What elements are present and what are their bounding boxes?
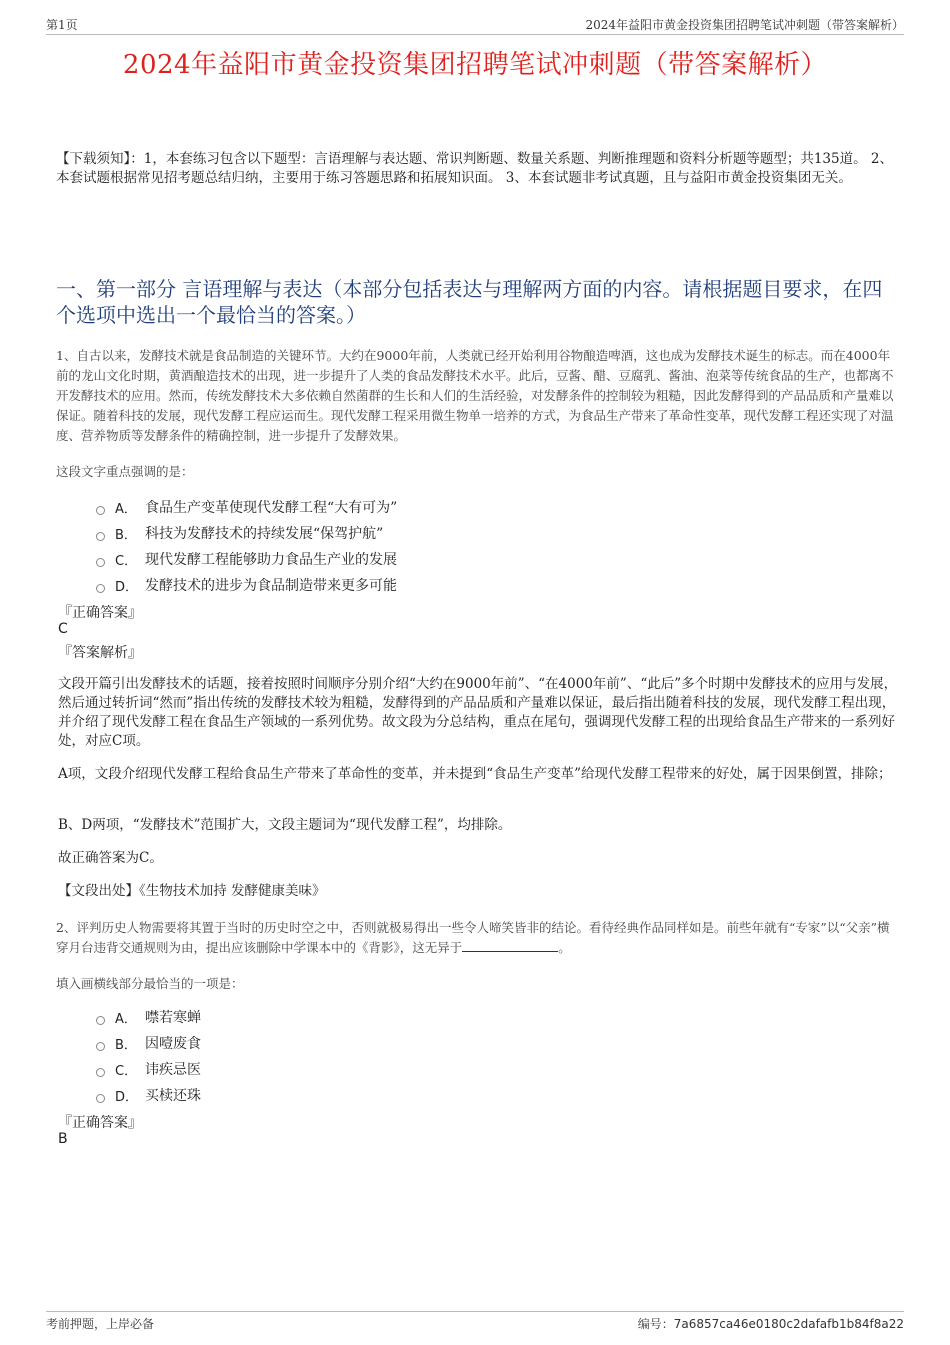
section-title: 一、第一部分 言语理解与表达（本部分包括表达与理解两方面的内容。请根据题目要求，在四个选项中选出一个最恰当的答案。） [56,277,883,327]
question-1-answer: C [58,621,68,637]
question-1-option-d[interactable]: D． 发酵技术的进步为食品制造带来更多可能 [96,572,397,598]
radio-icon[interactable] [96,506,105,515]
question-1-source: 【文段出处】《生物技术加持 发酵健康美味》 [58,883,326,899]
footer-slogan: 考前押题，上岸必备 [46,1317,155,1331]
question-1-prompt: 这段文字重点强调的是： [56,464,194,479]
header-doc-title: 2024年益阳市黄金投资集团招聘笔试冲刺题（带答案解析） [585,18,904,32]
page-header [46,14,904,35]
question-1-analysis-paragraph: 故正确答案为C。 [58,850,163,866]
document-title: 2024年益阳市黄金投资集团招聘笔试冲刺题（带答案解析） [122,50,828,80]
question-2-option-a[interactable]: A． 噤若寒蝉 [96,1004,201,1030]
radio-icon[interactable] [96,1042,105,1051]
radio-icon[interactable] [96,558,105,567]
question-1-text: 1、自古以来，发酵技术就是食品制造的关键环节。大约在9000年前，人类就已经开始利用谷物酿造啤酒，这也成为发酵技术诞生的标志。而在4000年前的龙山文化时期，黄酒酿造技术的出现，进一步提升了人类的食品发酵技术水平。此后，豆酱、醋、豆腐乳、酱油、泡菜等传统食品的生产，也都离不开发酵技术的应用。然而，传统发酵技术大多依赖自然菌群的生长和人们的生活经验，对发酵条件的控制较为粗糙，因此发酵得到的产品品质和产量难以保证。随着科技的发展，现代发酵工程应运而生。现代发酵工程采用微生物单一培养的方式，为食品生产带来了革命性变革，现代发酵工程还实现了对温度、营养物质等发酵条件的精确控制，进一步提升了发酵效果。 [56,348,894,443]
page-number: 第1页 [46,18,78,32]
radio-icon[interactable] [96,1094,105,1103]
question-1-analysis-label: 『答案解析』 [58,645,142,661]
question-2-option-c[interactable]: C． 讳疾忌医 [96,1056,201,1082]
download-notice: 【下载须知】：1，本套练习包含以下题型：言语理解与表达题、常识判断题、数量关系题、判断推理题和资料分析题等题型；共135道。 2、本套试题根据常见招考题总结归纳，主要用于练习答题思路和拓展知识面。 3、本套试题非考试真题，且与益阳市黄金投资集团无关。 [56,151,893,186]
question-1-analysis-paragraph: B、D两项，“发酵技术”范围扩大，文段主题词为“现代发酵工程”，均排除。 [58,817,512,833]
question-1-options [96,494,397,598]
question-2-answer: B [58,1131,68,1147]
question-1-answer-label: 『正确答案』 [58,605,142,621]
question-2-option-b[interactable]: B． 因噎废食 [96,1030,201,1056]
radio-icon[interactable] [96,532,105,541]
radio-icon[interactable] [96,1016,105,1025]
question-1-analysis-paragraph: A项，文段介绍现代发酵工程给食品生产带来了革命性的变革，并未提到“食品生产变革”给现代发酵工程带来的好处，属于因果倒置，排除； [58,766,892,782]
footer-code: 编号：7a6857ca46e0180c2dafafb1b84f8a22 [637,1317,904,1331]
question-1-option-b[interactable]: B． 科技为发酵技术的持续发展“保驾护航” [96,520,397,546]
question-1-analysis-paragraph: 文段开篇引出发酵技术的话题，接着按照时间顺序分别介绍“大约在9000年前”、“在4000年前”、“此后”多个时期中发酵技术的应用与发展，然后通过转折词“然而”指出传统的发酵技术较为粗糙，发酵得到的产品品质和产量难以保证，最后指出随着科技的发展，现代发酵工程出现，并介绍了现代发酵工程在食品生产领域的一系列优势。故文段为分总结构，重点在尾句，强调现代发酵工程的出现给食品生产带来的一系列好处，对应C项。 [58,676,898,749]
question-2-text: 2、评判历史人物需要将其置于当时的历史时空之中，否则就极易得出一些令人啼笑皆非的结论。看待经典作品同样如是。前些年就有“专家”以“父亲”横穿月台违背交通规则为由，提出应该删除中学课本中的《背影》，这无异于 。 [56,920,890,955]
answer-blank [462,940,558,952]
question-2-answer-label: 『正确答案』 [58,1115,142,1131]
question-1-option-a[interactable]: A． 食品生产变革使现代发酵工程“大有可为” [96,494,397,520]
radio-icon[interactable] [96,1068,105,1077]
page-footer [46,1311,904,1331]
radio-icon[interactable] [96,584,105,593]
question-2-options [96,1004,201,1108]
question-2-option-d[interactable]: D． 买椟还珠 [96,1082,201,1108]
question-1-option-c[interactable]: C． 现代发酵工程能够助力食品生产业的发展 [96,546,397,572]
question-2-prompt: 填入画横线部分最恰当的一项是： [56,976,244,991]
